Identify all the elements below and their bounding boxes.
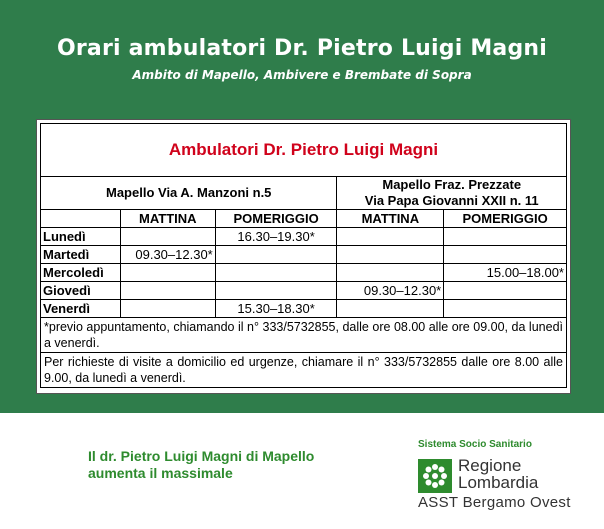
lombardia-rose-icon [418, 459, 452, 493]
time-cell [215, 264, 337, 282]
time-cell [444, 282, 567, 300]
logo-region [458, 457, 538, 491]
col-mattina-2: MATTINA [337, 210, 444, 228]
logo-region-line1: Regione [458, 456, 522, 475]
asst-logo [418, 437, 598, 517]
page-title: Orari ambulatori Dr. Pietro Luigi Magni [56, 36, 548, 61]
appointment-note: *previo appuntamento, chiamando il n° 333/5732855, dalle ore 08.00 alle ore 09.00, da lunedì a venerdì. [41, 318, 567, 353]
logo-system-text: Sistema Socio Sanitario [418, 439, 532, 450]
footer-line-1: Il dr. Pietro Luigi Magni di Mapello [88, 448, 315, 464]
table-row [41, 300, 567, 318]
time-cell: 16.30–19.30* [215, 228, 337, 246]
time-cell: 09.30–12.30* [120, 246, 215, 264]
table-row [41, 264, 567, 282]
schedule-table [40, 123, 567, 388]
table-row [41, 246, 567, 264]
table-row [41, 282, 567, 300]
page-subtitle: Ambito di Mapello, Ambivere e Brembate di Sopra [132, 68, 472, 82]
time-cell [215, 246, 337, 264]
day-cell: Mercoledì [41, 264, 121, 282]
time-cell [120, 228, 215, 246]
time-cell [337, 246, 444, 264]
day-cell: Giovedì [41, 282, 121, 300]
location-1: Mapello Via A. Manzoni n.5 [41, 177, 337, 210]
logo-region-line2: Lombardia [458, 473, 539, 492]
time-cell [444, 228, 567, 246]
schedule-caption: Ambulatori Dr. Pietro Luigi Magni [41, 124, 567, 177]
time-cell [337, 264, 444, 282]
time-cell: 15.30–18.30* [215, 300, 337, 318]
table-row [41, 228, 567, 246]
day-cell: Venerdì [41, 300, 121, 318]
col-mattina-1: MATTINA [120, 210, 215, 228]
empty-header-cell [41, 210, 121, 228]
footer-line-2: aumenta il massimale [88, 465, 233, 481]
time-cell [120, 264, 215, 282]
logo-asst: ASST Bergamo Ovest [418, 494, 571, 511]
time-cell [120, 282, 215, 300]
schedule-card [36, 119, 571, 394]
time-cell: 09.30–12.30* [337, 282, 444, 300]
location-2-line1: Mapello Fraz. Prezzate [382, 177, 522, 192]
time-cell [337, 228, 444, 246]
time-cell [444, 300, 567, 318]
time-cell [444, 246, 567, 264]
home-visit-note: Per richieste di visite a domicilio ed urgenze, chiamare il n° 333/5732855 dalle ore 8.00 alle 9.00, da lunedì a venerdì. [41, 353, 567, 388]
col-pomeriggio-1: POMERIGGIO [215, 210, 337, 228]
time-cell: 15.00–18.00* [444, 264, 567, 282]
time-cell [215, 282, 337, 300]
location-2-line2: Via Papa Giovanni XXII n. 11 [364, 193, 539, 208]
day-cell: Martedì [41, 246, 121, 264]
footer-announcement [88, 448, 314, 482]
day-cell: Lunedì [41, 228, 121, 246]
time-cell [120, 300, 215, 318]
time-cell [337, 300, 444, 318]
location-2 [337, 177, 567, 210]
col-pomeriggio-2: POMERIGGIO [444, 210, 567, 228]
